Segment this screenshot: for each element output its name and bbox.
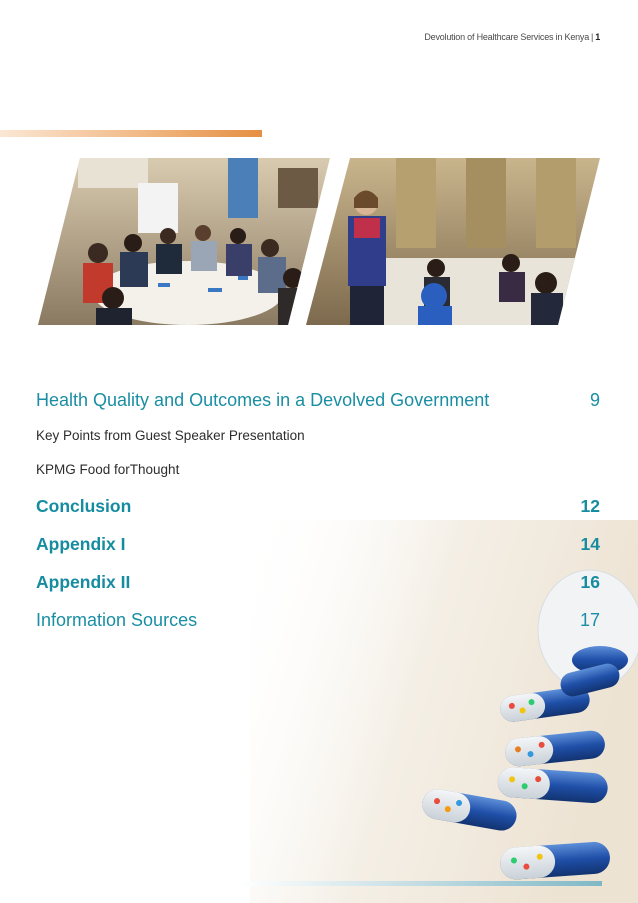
toc-entry-label: Appendix I [36,534,126,554]
footer-accent-bar [240,881,602,886]
toc-entry-appendix-i[interactable] [36,534,600,572]
toc-entry-page: 16 [580,572,600,592]
toc-entry-page: 17 [579,610,600,630]
running-header [424,32,600,42]
toc-entry-conclusion[interactable] [36,496,600,534]
toc-entry-label: Health Quality and Outcomes in a Devolved Government [36,390,490,410]
toc-entry-label: Appendix II [36,572,131,592]
toc-entry-health-quality[interactable] [36,390,600,428]
table-of-contents [36,390,600,648]
conference-photo-speaker [306,158,600,325]
toc-entry-label: Key Points from Guest Speaker Presentation [36,428,305,443]
toc-entry-information-sources[interactable] [36,610,600,648]
toc-entry-label: Conclusion [36,496,132,516]
toc-entry-appendix-ii[interactable] [36,572,600,610]
accent-bar [0,130,262,137]
toc-entry-label: KPMG Food forThought [36,462,180,477]
toc-entry-page: 14 [580,534,600,554]
toc-subentry-food-for-thought[interactable] [36,462,600,496]
header-separator: | [591,32,594,42]
header-title: Devolution of Healthcare Services in Kenya [424,32,590,42]
page-number: 1 [595,32,600,42]
conference-photo-roundtable [38,158,330,325]
toc-subentry-key-points[interactable] [36,428,600,462]
toc-entry-page: 12 [580,496,600,516]
toc-entry-label: Information Sources [36,610,198,630]
toc-entry-page: 9 [589,390,600,410]
